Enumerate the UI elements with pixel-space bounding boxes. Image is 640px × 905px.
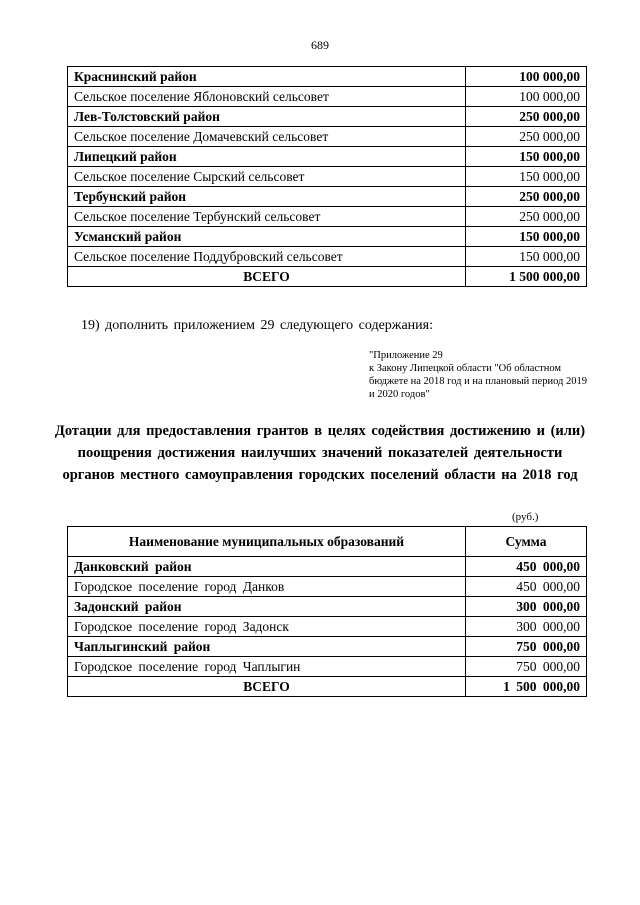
table-row [68, 187, 587, 207]
row-sum: 250 000,00 [466, 107, 587, 127]
row-sum: 300 000,00 [466, 597, 587, 617]
table-row [68, 87, 587, 107]
table-row [68, 147, 587, 167]
row-name: Усманский район [68, 227, 466, 247]
row-sum: 750 000,00 [466, 637, 587, 657]
table-row [68, 127, 587, 147]
table-row [68, 637, 587, 657]
table-row [68, 167, 587, 187]
row-name: Липецкий район [68, 147, 466, 167]
total-label: ВСЕГО [68, 267, 466, 287]
grant-table-urban [67, 526, 587, 697]
table-row [68, 67, 587, 87]
total-label: ВСЕГО [68, 677, 466, 697]
appendix-heading: Дотации для предоставления грантов в целях содействия достижению и (или) поощрения достижения наилучших значений показателей деятельности органов местного самоуправления городских поселений области на 2018 год [54, 423, 586, 483]
table-body [68, 67, 587, 267]
row-name: Сельское поселение Тербунский сельсовет [68, 207, 466, 227]
table-row [68, 107, 587, 127]
amendment-item-text: 19) дополнить приложением 29 следующего содержания: [81, 318, 433, 333]
table-total-row [68, 267, 587, 287]
row-name: Краснинский район [68, 67, 466, 87]
row-sum: 250 000,00 [466, 127, 587, 147]
row-sum: 250 000,00 [466, 187, 587, 207]
table-row [68, 227, 587, 247]
table-header-row [68, 527, 587, 557]
row-name: Лев-Толстовский район [68, 107, 466, 127]
row-sum: 150 000,00 [466, 167, 587, 187]
row-name: Городское поселение город Данков [68, 577, 466, 597]
page-number: 689 [311, 38, 329, 52]
table-row [68, 577, 587, 597]
row-sum: 450 000,00 [466, 557, 587, 577]
table-row [68, 207, 587, 227]
header-name: Наименование муниципальных образований [68, 527, 466, 557]
row-name: Сельское поселение Поддубровский сельсовет [68, 247, 466, 267]
table-body [68, 557, 587, 677]
row-sum: 300 000,00 [466, 617, 587, 637]
row-sum: 100 000,00 [466, 87, 587, 107]
allocation-table-rural [67, 66, 587, 287]
row-name: Тербунский район [68, 187, 466, 207]
table-total-row [68, 677, 587, 697]
row-name: Задонский район [68, 597, 466, 617]
total-sum: 1 500 000,00 [466, 677, 587, 697]
currency-unit: (руб.) [512, 511, 539, 523]
row-sum: 250 000,00 [466, 207, 587, 227]
row-sum: 150 000,00 [466, 147, 587, 167]
row-sum: 450 000,00 [466, 577, 587, 597]
row-name: Чаплыгинский район [68, 637, 466, 657]
row-sum: 150 000,00 [466, 247, 587, 267]
row-name: Данковский район [68, 557, 466, 577]
table-row [68, 617, 587, 637]
table-row [68, 247, 587, 267]
row-name: Сельское поселение Сырский сельсовет [68, 167, 466, 187]
row-name: Сельское поселение Домачевский сельсовет [68, 127, 466, 147]
header-sum: Сумма [466, 527, 587, 557]
total-sum: 1 500 000,00 [466, 267, 587, 287]
row-sum: 750 000,00 [466, 657, 587, 677]
row-name: Сельское поселение Яблоновский сельсовет [68, 87, 466, 107]
row-name: Городское поселение город Чаплыгин [68, 657, 466, 677]
row-name: Городское поселение город Задонск [68, 617, 466, 637]
table-row [68, 597, 587, 617]
row-sum: 150 000,00 [466, 227, 587, 247]
table-row [68, 557, 587, 577]
appendix-note: "Приложение 29 к Закону Липецкой области "Об областном бюджете на 2018 год и на плановый период 2019 и 2020 годов" [369, 350, 587, 400]
row-sum: 100 000,00 [466, 67, 587, 87]
table-row [68, 657, 587, 677]
